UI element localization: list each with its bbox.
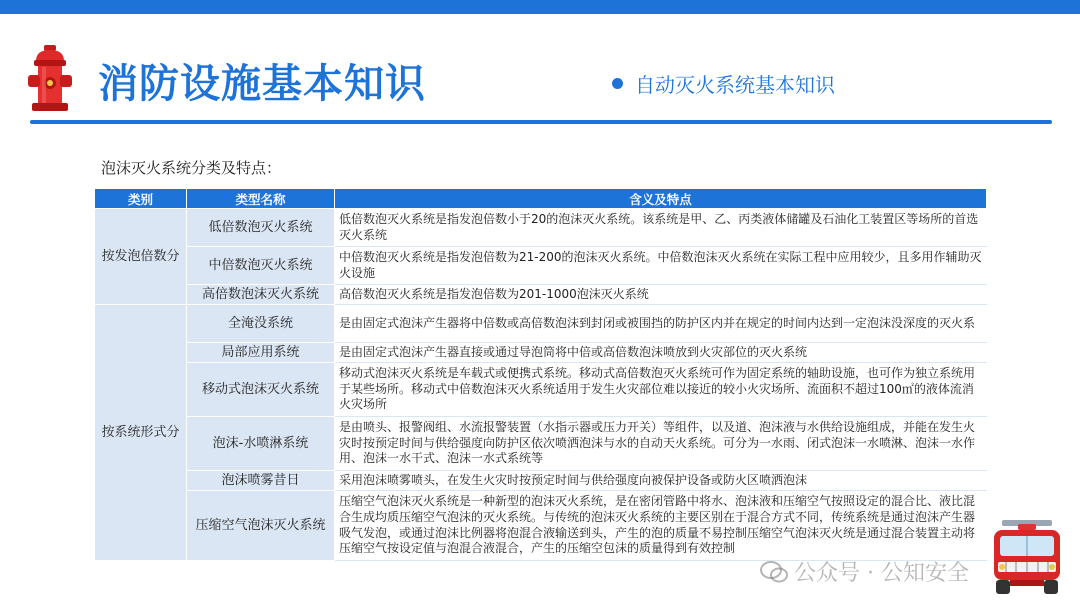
table-row [95, 417, 987, 471]
description-cell: 压缩空气泡沫灭火系统是一种新型的泡沫灭火系统，是在密闭管路中将水、泡沫液和压缩空气按照设定的混合比、液比混合生成均质压缩空气泡沫的灭火系统。与传统的泡沫灭火系统的主要区别在于混合方式不同，传统系统是通过泡沫产生器吸气发泡，或通过泡沫比例器将泡混合液输送到头，产生的泡的质量不易控制压缩空气泡沫灭火统是通过混合装置主动将压缩空气按设定值与泡混合液混合，产生的压缩空包沫的质量得到有效控制 [335, 491, 987, 561]
description-cell: 中倍数泡灭火系统是指发泡倍数为21-200的泡沫灭火系统。中倍数泡沫灭火系统在实际工程中应用较少，且多用作辅助灭火设施 [335, 247, 987, 285]
subtopic-label: 自动灭火系统基本知识 [635, 73, 835, 97]
type-name-cell: 高倍数泡沫灭火系统 [187, 285, 335, 305]
table-row [95, 285, 987, 305]
wechat-icon [760, 561, 788, 583]
table-header-row [95, 189, 987, 209]
description-cell: 是由固定式泡沫产生器直接或通过导泡筒将中倍或高倍数泡沫喷放到火灾部位的灭火系统 [335, 343, 987, 363]
fire-truck-icon [988, 518, 1066, 600]
table-row [95, 209, 987, 247]
description-cell: 移动式泡沫灭火系统是车载式或便携式系统。移动式高倍数泡灭火系统可作为固定系统的轴助设施，也可作为独立系统用于某些场所。移动式中倍数泡沫灭火系统适用于发生火灾部位难以接近的较小火灾场所、流面积不超过100㎡的液体流消火灾场所 [335, 363, 987, 417]
table-row [95, 247, 987, 285]
subtopic [612, 69, 835, 98]
description-cell: 低倍数泡灭火系统是指发泡倍数小于20的泡沫灭火系统。该系统是甲、乙、丙类液体储罐及石油化工装置区等场所的首选灭火系统 [335, 209, 987, 247]
column-header: 类别 [95, 189, 187, 209]
table-row [95, 305, 987, 343]
table-row [95, 471, 987, 491]
type-name-cell: 泡沫-水喷淋系统 [187, 417, 335, 471]
table-row [95, 343, 987, 363]
bullet-dot-icon [612, 78, 623, 89]
description-cell: 是由喷头、报警阀组、水流报警装置（水指示器或压力开关）等组件，以及道、泡沫液与水供给设施组成，并能在发生火灾时按预定时间与供给强度向防护区依次喷洒泡沫与水的自动天火系统。可分为一水雨、闭式泡沫一水喷淋、泡沫一水作用、泡沫一水干式、泡沫一水式系统等 [335, 417, 987, 471]
type-name-cell: 压缩空气泡沫灭火系统 [187, 491, 335, 561]
type-name-cell: 局部应用系统 [187, 343, 335, 363]
category-cell: 按系统形式分 [95, 305, 187, 561]
table-row [95, 363, 987, 417]
column-header: 含义及特点 [335, 189, 987, 209]
page-title: 消防设施基本知识 [98, 61, 426, 107]
table-row [95, 491, 987, 561]
table-caption: 泡沫灭火系统分类及特点： [101, 159, 282, 177]
column-header: 类型名称 [187, 189, 335, 209]
type-name-cell: 泡沫喷雾昔日 [187, 471, 335, 491]
foam-system-table [94, 188, 987, 561]
type-name-cell: 低倍数泡灭火系统 [187, 209, 335, 247]
type-name-cell: 移动式泡沫灭火系统 [187, 363, 335, 417]
description-cell: 高倍数泡灭火系统是指发泡倍数为201-1000泡沫灭火系统 [335, 285, 987, 305]
watermark-text: 公众号 · 公知安全 [794, 561, 969, 586]
top-accent-bar [0, 0, 1080, 14]
category-cell: 按发泡倍数分 [95, 209, 187, 305]
type-name-cell: 全淹没系统 [187, 305, 335, 343]
description-cell: 采用泡沫喷雾喷头，在发生火灾时按预定时间与供给强度向被保护设备或防火区喷洒泡沫 [335, 471, 987, 491]
description-cell: 是由固定式泡沫产生器将中倍数或高倍数泡沫到封闭或被围挡的防护区内并在规定的时间内达到一定泡沫没深度的灭火系 [335, 305, 987, 343]
type-name-cell: 中倍数泡灭火系统 [187, 247, 335, 285]
watermark [760, 556, 969, 587]
title-divider [30, 120, 1052, 124]
fire-hydrant-icon [26, 45, 74, 113]
